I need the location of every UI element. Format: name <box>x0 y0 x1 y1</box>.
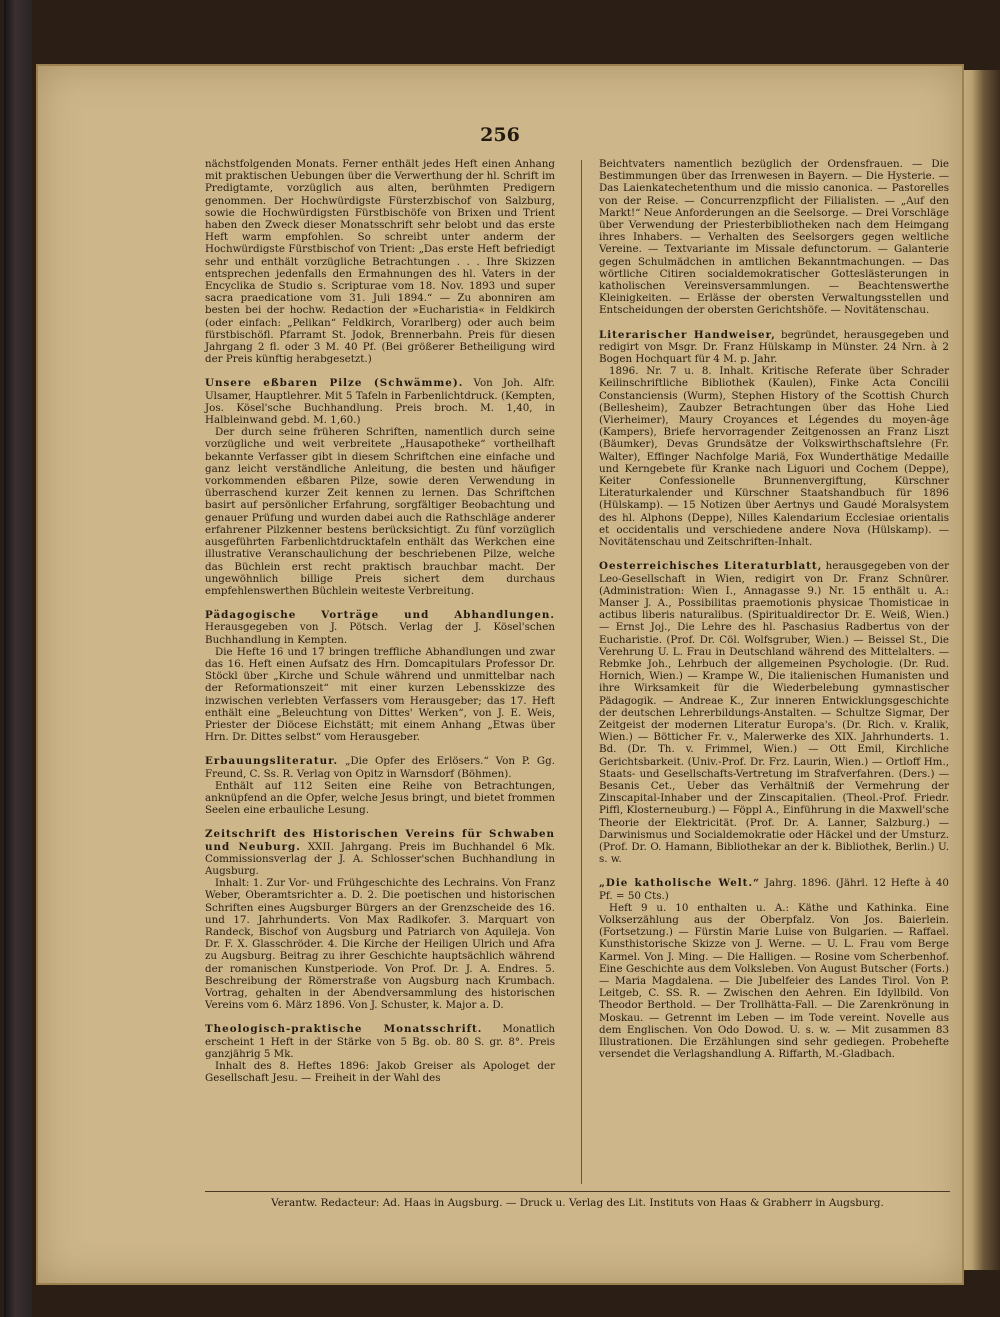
right-column <box>599 158 949 1072</box>
review-entry <box>205 609 555 743</box>
entry-paragraph-first <box>205 755 555 779</box>
entry-text: herausgegeben von der Leo-Gesellschaft in Wien, redigirt von Dr. Franz Schnürer. (Administration: Wien I., Annagasse 9.) Nr. 15 enthält u. A.: Manser J. A., Possibilitas praemotionis physicae Thomisticae in actibus liberis naturalibus. (Spiritualdirector Dr. E. Weiß, Wien.) — Ernst Joj., Die Lehre des hl. Paschasius Radbertus von der Eucharistie. (Prof. Dr. Cöl. Wolfsgruber, Wien.) — Beissel St., Die Verehrung U. L. Frau in Deutschland während des Mittelalters. — Rebmke Joh., Lehrbuch der allgemeinen Psychologie. (Dr. Rud. Hornich, Wien.) — Krampe W., Die italienischen Humanisten und ihre Wirksamkeit für die Wiederbelebung gymnastischer Pädagogik. — Andreae K., Zur inneren Entwicklungsgeschichte der deutschen Lehrerbildungs-Anstalten. — Schultze Sigmar, Der Zeitgeist der modernen Literatur Europa's. (Dr. Rich. v. Kralik, Wien.) — Bötticher Fr. v., Malerwerke des XIX. Jahrhunderts. 1. Bd. (Dr. Th. v. Frimmel, Wien.) — Ott Emil, Kirchliche Gerichtsbarkeit. (Univ.-Prof. Dr. Frz. Laurin, Wien.) — Ortloff Hm., Staats- und Gesellschafts-Vertretung im Strafverfahren. (Ders.) — Besanis Cet., Ueber das Verhältniß der Vermehrung der Zinscapital-Inhaber und der Zinscapitalien. (Theol.-Prof. Friedr. Piffl, Klosterneuburg.) — Föppl A., Einführung in die Maxwell'sche Theorie der Elektricität. (Prof. Dr. A. Lanner, Salzburg.) — Darwinismus und Socialdemokratie oder Häckel und der Umsturz. (Prof. Dr. O. Hamann, Bibliothekar an der k. Bibliothek, Berlin.) U. s. w. <box>599 560 949 866</box>
entry-heading: Unsere eßbaren Pilze (Schwämme). <box>205 377 464 390</box>
entry-heading: Pädagogische Vorträge und Abhandlungen. <box>205 609 555 622</box>
entry-paragraph <box>599 365 949 548</box>
review-entry <box>205 158 555 365</box>
entry-text: nächstfolgenden Monats. Ferner enthält jedes Heft einen Anhang mit praktischen Uebungen über die Verwerthung der hl. Schrift im Predigtamte, vorzüglich aus alten, berühmten Predigern genommen. Der Hochwürdigste Fürsterzbischof von Salzburg, sowie die Hochwürdigsten Fürstbischöfe von Brixen und Trient haben den Zweck dieser Monatsschrift sehr belobt und das erste Heft warm empfohlen. So schreibt unter anderm der Hochwürdigste Fürstbischof von Trient: „Das erste Heft befriedigt sehr und enthält vorzügliche Betrachtungen . . . Ihre Skizzen entsprechen jedenfalls den Ermahnungen des hl. Vaters in der Encyclika de Studio s. Scripturae vom 18. Nov. 1893 und super sacra praedicatione vom 31. Juli 1894.“ — Zu abonniren am besten bei der hochw. Redaction der »Eucharistia« in Feldkirch (oder einfach: „Pelikan“ Feldkirch, Vorarlberg) oder auch beim fürstbischöfl. Pfarramt St. Jodok, Brennerbahn. Preis für diesen Jahrgang 2 fl. oder 3 M. 40 Pf. (Bei größerer Betheiligung wird der Preis künftig herabgesetzt.) <box>205 158 555 366</box>
entry-text: Inhalt: 1. Zur Vor- und Frühgeschichte des Lechrains. Von Franz Weber, Oberamtsrichter a. D. 2. Die poetischen und historischen Schriften eines Augsburger Bürgers an der Grenzscheide des 16. und 17. Jahrhunderts. Von Max Radlkofer. 3. Marquart von Randeck, Bischof von Augsburg und Patriarch von Aquileja. Von Dr. F. X. Glasschröder. 4. Die Kirche der Heiligen Ulrich und Afra zu Augsburg. Beitrag zu ihrer Geschichte hauptsächlich während der romanischen Kunstperiode. Von Prof. Dr. J. A. Endres. 5. Beschreibung der Römerstraße von Augsburg nach Krumbach. Vortrag, gehalten in der Abendversammlung des historischen Vereins vom 6. März 1896. Von J. Schuster, k. Major a. D. <box>205 877 555 1012</box>
entry-text: Jahrg. 1896. (Jährl. 12 Hefte à 40 Pf. = 50 Cts.) <box>599 877 949 902</box>
column-divider <box>581 160 582 1184</box>
entry-text: XXII. Jahrgang. Preis im Buchhandel 6 Mk. Commissionsverlag der J. A. Schlosser'schen Buchhandlung in Augsburg. <box>205 840 555 877</box>
entry-text: Herausgegeben von J. Pötsch. Verlag der J. Kösel'schen Buchhandlung in Kempten. <box>205 621 555 646</box>
entry-paragraph-first <box>205 828 555 877</box>
review-entry <box>599 329 949 549</box>
review-entry <box>205 1023 555 1084</box>
left-column <box>205 158 555 1096</box>
entry-text: Enthält auf 112 Seiten eine Reihe von Betrachtungen, anknüpfend an die Opfer, welche Jesus bringt, und bietet frommen Seelen eine erbauliche Lesung. <box>205 779 555 817</box>
entry-text: Heft 9 u. 10 enthalten u. A.: Käthe und Kathinka. Eine Volkserzählung aus der Oberpfalz. Von Jos. Baierlein. (Fortsetzung.) — Fürstin Marie Luise von Bulgarien. — Raffael. Kunsthistorische Skizze von J. Werne. — U. L. Frau vom Berge Karmel. Von J. Ming. — Die Halligen. — Rosine vom Scherbenhof. Eine Geschichte aus dem Volksleben. Von August Butscher (Forts.) — Maria Magdalena. — Die Jubelfeier des Landes Tirol. Von P. Leitgeb, C. SS. R. — Zwischen den Aehren. Ein Idyllbild. Von Theodor Berthold. — Der Trollhätta-Fall. — Die Zarenkrönung in Moskau. — Getrennt im Leben — im Tode vereint. Novelle aus dem Englischen. Von Odo Dowod. U. s. w. — Mit zusammen 83 Illustrationen. Die Erzählungen sind sehr gediegen. Probehefte versendet die Verlagshandlung A. Riffarth, M.-Gladbach. <box>599 901 949 1061</box>
review-entry <box>205 755 555 816</box>
entry-paragraph-first <box>599 877 949 901</box>
footer-rule <box>205 1191 950 1192</box>
imprint-footer: Verantw. Redacteur: Ad. Haas in Augsburg. — Druck u. Verlag des Lit. Instituts von Haas & Grabherr in Augsburg. <box>271 1197 884 1209</box>
book-page <box>36 64 964 1285</box>
entry-text: Beichtvaters namentlich bezüglich der Ordensfrauen. — Die Bestimmungen über das Irrenwesen in Bayern. — Die Hysterie. — Das Laienkatechetenthum und die missio canonica. — Pastorelles von der Reise. — Concurrenzpflicht der Filialisten. — „Auf den Markt!“ Neue Anforderungen an die Seelsorge. — Drei Vorschläge über Verwendung der Priesterbibliotheken nach dem Heimgang ihres Inhabers. — Verhalten des Seelsorgers gegen weltliche Vereine. — Textvariante im Missale defunctorum. — Galanterie gegen Schulmädchen in amtlichen Bekanntmachungen. — Das wörtliche Citiren socialdemokratischer Gotteslästerungen in katholischen Vereinsversammlungen. — Beachtenswerthe Kleinigkeiten. — Erlässe der obersten Verwaltungsstellen und Entscheidungen der obersten Gerichtshöfe. — Novitätenschau. <box>599 158 949 317</box>
entry-paragraph <box>205 780 555 817</box>
entry-heading: Zeitschrift des Historischen Vereins für Schwaben und Neuburg. <box>205 828 555 853</box>
review-entry <box>205 828 555 1011</box>
entry-paragraph <box>205 1060 555 1084</box>
entry-paragraph-first <box>599 560 949 865</box>
page-number: 256 <box>480 124 520 146</box>
entry-heading: Theologisch-praktische Monatsschrift. <box>205 1023 483 1036</box>
entry-heading: Literarischer Handweiser, <box>599 328 776 341</box>
entry-heading: „Die katholische Welt.“ <box>599 877 760 890</box>
review-entry <box>205 377 555 597</box>
review-entry <box>599 560 949 865</box>
entry-text: Inhalt des 8. Heftes 1896: Jakob Greiser als Apologet der Gesellschaft Jesu. — Freiheit in der Wahl des <box>205 1060 555 1085</box>
entry-text: Der durch seine früheren Schriften, namentlich durch seine vorzügliche und weit verbreitete „Hausapotheke“ vortheilhaft bekannte Verfasser gibt in diesem Schriftchen eine einfache und ganz leicht verständliche Anleitung, die besten und häufiger vorkommenden eßbaren Pilze, sowie deren Verwendung in überraschend kurzer Zeit kennen zu lernen. Das Schriftchen basirt auf persönlicher Erfahrung, sorgfältiger Beobachtung und genauer Prüfung und wurden dabei auch die Rathschläge anderer erfahrener Pilzkenner bestens berücksichtigt. Zu fünf vorzüglich ausgeführten Farbenlichtdrucktafeln enthält das Werkchen eine illustrative Veranschaulichung der beschriebenen Pilze, welche das Büchlein erst recht praktisch brauchbar macht. Der ungewöhnlich billige Preis sichert dem durchaus empfehlenswerthen Büchlein weiteste Verbreitung. <box>205 426 555 597</box>
entry-paragraph-first <box>205 1023 555 1060</box>
page-content <box>38 66 962 1283</box>
entry-text: „Die Opfer des Erlösers.“ Von P. Gg. Freund, C. Ss. R. Verlag von Opitz in Warnsdorf (Böhmen). <box>205 755 555 780</box>
entry-paragraph-first <box>205 377 555 426</box>
entry-text: Monatlich erscheint 1 Heft in der Stärke von 5 Bg. ob. 80 S. gr. 8°. Preis ganzjährig 5 Mk. <box>205 1023 555 1060</box>
entry-text: 1896. Nr. 7 u. 8. Inhalt. Kritische Referate über Schrader Keilinschriftliche Bibliothek (Kaulen), Finke Acta Concilii Constanciensis (Wurm), Stephen History of the Scottish Church (Bellesheim), Zaubzer Betrachtungen über das Hohe Lied (Vierheimer), Maury Croyances et Légendes du moyen-âge (Kampers), Briefe hervorragender Zeitgenossen an Franz Liszt (Bäumker), Devas Grundsätze der Volkswirthschaftslehre (Fr. Walter), Effinger Nachfolge Mariä, Fox Wunderthätige Medaille und Kerngebete für Kranke nach Liguori und Cochem (Deppe), Keiter Confessionelle Brunnenvergiftung, Kürschner Literaturkalender und Kürschner Staatshandbuch für 1896 (Hülskamp). — 15 Notizen über Aertnys und Gaudé Moralsystem des hl. Alphons (Deppe), Nilles Kalendarium Ecclesiae orientalis et occidentalis und verschiedene andere Nova (Hülskamp). — Novitätenschau und Zeitschriften-Inhalt. <box>599 365 949 549</box>
entry-paragraph <box>599 902 949 1061</box>
entry-heading: Erbauungsliteratur. <box>205 755 339 768</box>
facing-page-edge <box>960 70 1000 1270</box>
entry-text: Die Hefte 16 und 17 bringen treffliche Abhandlungen und zwar das 16. Heft einen Aufsatz des Hrn. Domcapitulars Professor Dr. Stöckl über „Kirche und Schule während und unmittelbar nach der Reformationszeit“ mit einer kurzen Lebensskizze des inzwischen verlebten Verfassers vom Herausgeber; das 17. Heft enthält eine „Beleuchtung von Dittes' Werken“, von J. E. Weis, Priester der Diöcese Eichstätt; mit einem Anhang „Etwas über Hrn. Dr. Dittes selbst“ vom Herausgeber. <box>205 645 555 744</box>
entry-paragraph-first <box>205 609 555 646</box>
entry-paragraph-first <box>205 158 555 365</box>
review-entry <box>599 877 949 1060</box>
entry-paragraph <box>205 877 555 1011</box>
book-spine-edge <box>4 0 32 1317</box>
entry-heading: Oesterreichisches Literaturblatt, <box>599 560 823 573</box>
entry-paragraph-first <box>599 158 949 317</box>
entry-text: Von Joh. Alfr. Ulsamer, Hauptlehrer. Mit 5 Tafeln in Farbenlichtdruck. (Kempten, Jos. Kösel'sche Buchhandlung. Preis broch. M. 1,40, in Halbleinwand gebd. M. 1,60.) <box>205 377 555 427</box>
entry-paragraph-first <box>599 329 949 366</box>
review-entry <box>599 158 949 317</box>
entry-text: begründet, herausgegeben und redigirt von Msgr. Dr. Franz Hülskamp in Münster. 24 Nrn. à 2 Bogen Hochquart für 4 M. p. Jahr. <box>599 328 949 366</box>
entry-paragraph <box>205 426 555 597</box>
entry-paragraph <box>205 646 555 744</box>
